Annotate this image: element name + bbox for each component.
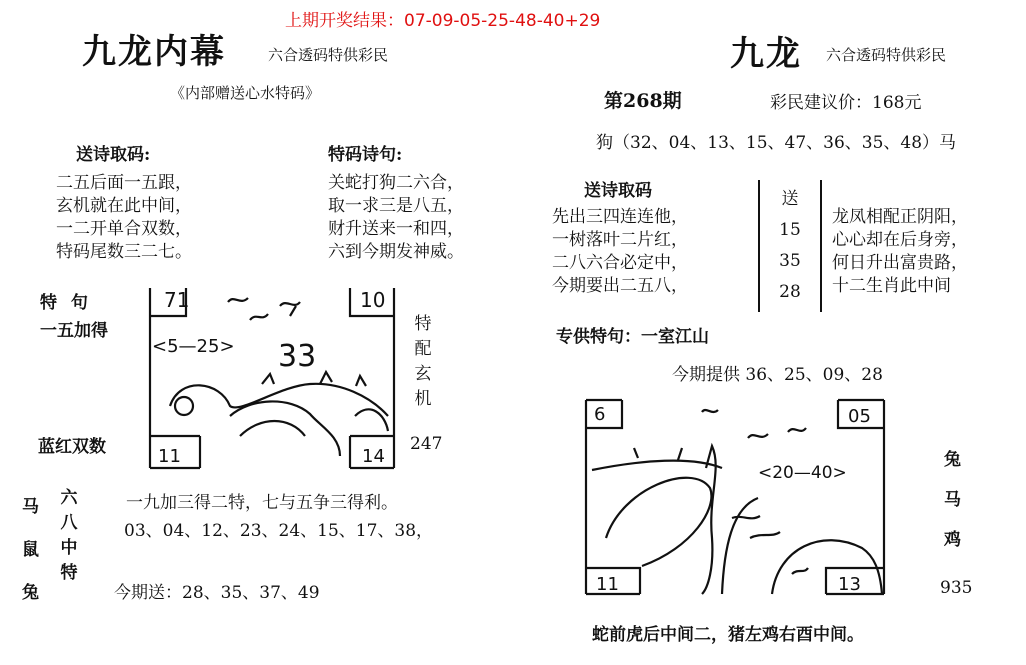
poem-line: 玄机就在此中间， [56,196,192,216]
side-vertical-text: 特配玄机 [414,314,432,409]
animal-item: 兔 [944,450,961,470]
left-sketch-range: <5—25> [152,336,235,357]
issue-number: 第268期 [604,90,682,112]
verse-line: 关蛇打狗二六合， [328,173,464,193]
poem-line: 一树落叶二片红， [552,230,688,250]
today-offer: 今期提供 36、25、09、28 [672,365,883,385]
price-line: 彩民建议价：168元 [770,93,922,113]
left-title: 九龙内幕 [82,32,226,72]
right-sketch-range: <20—40> [758,463,847,483]
right-poem-block-2 [832,206,968,298]
poem-line: 心心却在后身旁， [832,230,968,250]
left-gift-line: 《内部赠送心水特码》 [170,84,321,102]
send-box-item: 28 [779,282,801,302]
poem-line: 一二开单合双数， [56,219,192,239]
right-sketch [582,398,892,598]
send-box-item: 35 [779,251,801,271]
verse-line: 取一求三是八五， [328,196,464,216]
left-sketch-tr: 10 [360,288,386,312]
animal-item: 兔 [22,583,39,603]
tip-line: 一九加三得二特，七与五争三得利。 [126,493,398,513]
animal-item: 鸡 [944,530,961,550]
animal-item: 马 [22,497,39,517]
left-sketch-number: 33 [278,339,317,374]
animal-item: 马 [944,490,961,510]
poem-line: 十二生肖此中间 [832,276,951,296]
right-sketch-tl: 6 [594,404,606,425]
dog-line: 狗（32、04、13、15、47、36、35、48）马 [596,133,957,153]
color-label: 蓝红双数 [38,437,106,457]
send-box-item: 送 [781,189,799,209]
left-sketch-br: 14 [362,446,385,467]
special-label: 特 句 [40,293,92,313]
left-poem-heading: 送诗取码: [76,145,151,165]
special-sub: 一五加得 [40,321,108,341]
poem-line: 二八六合必定中， [552,253,688,273]
right-title: 九龙 [730,34,802,74]
numbers-line: 03、04、12、23、24、15、17、38， [124,521,434,541]
send-box [758,180,822,312]
poem-line: 龙凤相配正阴阳， [832,207,968,227]
verse-line: 六到今期发神威。 [328,242,464,262]
left-sketch-bl: 11 [158,446,181,467]
left-poem-block [56,172,192,264]
left-verse-heading: 特码诗句: [328,145,403,165]
send-box-item: 15 [779,220,801,240]
left-animals [22,486,42,615]
right-sketch-bl: 11 [596,574,619,595]
left-verse-block [328,172,464,264]
animal-item: 鼠 [22,540,39,560]
six-eight-vertical: 六八中特 [60,488,78,583]
right-poem-block [552,206,688,298]
special-phrase: 专供特句：一室江山 [556,327,709,347]
poem-line: 二五后面一五跟， [56,173,192,193]
verse-line: 财升送来一和四， [328,219,464,239]
left-sketch-tl: 71 [164,288,190,312]
right-subtitle: 六合透码特供彩民 [826,46,947,64]
poem-line: 今期要出二五八， [552,276,688,296]
poem-line: 何日升出富贵路， [832,253,968,273]
left-sketch [140,286,402,472]
right-sketch-br: 13 [838,574,861,595]
side-number: 247 [410,434,443,454]
today-send: 今期送：28、35、37、49 [114,583,320,603]
right-sketch-tr: 05 [848,406,871,427]
poem-line: 特码尾数三二七。 [56,242,192,262]
left-subtitle: 六合透码特供彩民 [268,46,389,64]
right-poem-heading: 送诗取码 [584,181,652,201]
right-side-number: 935 [940,578,973,598]
poem-line: 先出三四连连他， [552,207,688,227]
right-animals [944,440,964,560]
last-result-header: 上期开奖结果：07-09-05-25-48-40+29 [285,11,601,31]
right-footer: 蛇前虎后中间二，猪左鸡右酉中间。 [592,625,864,645]
